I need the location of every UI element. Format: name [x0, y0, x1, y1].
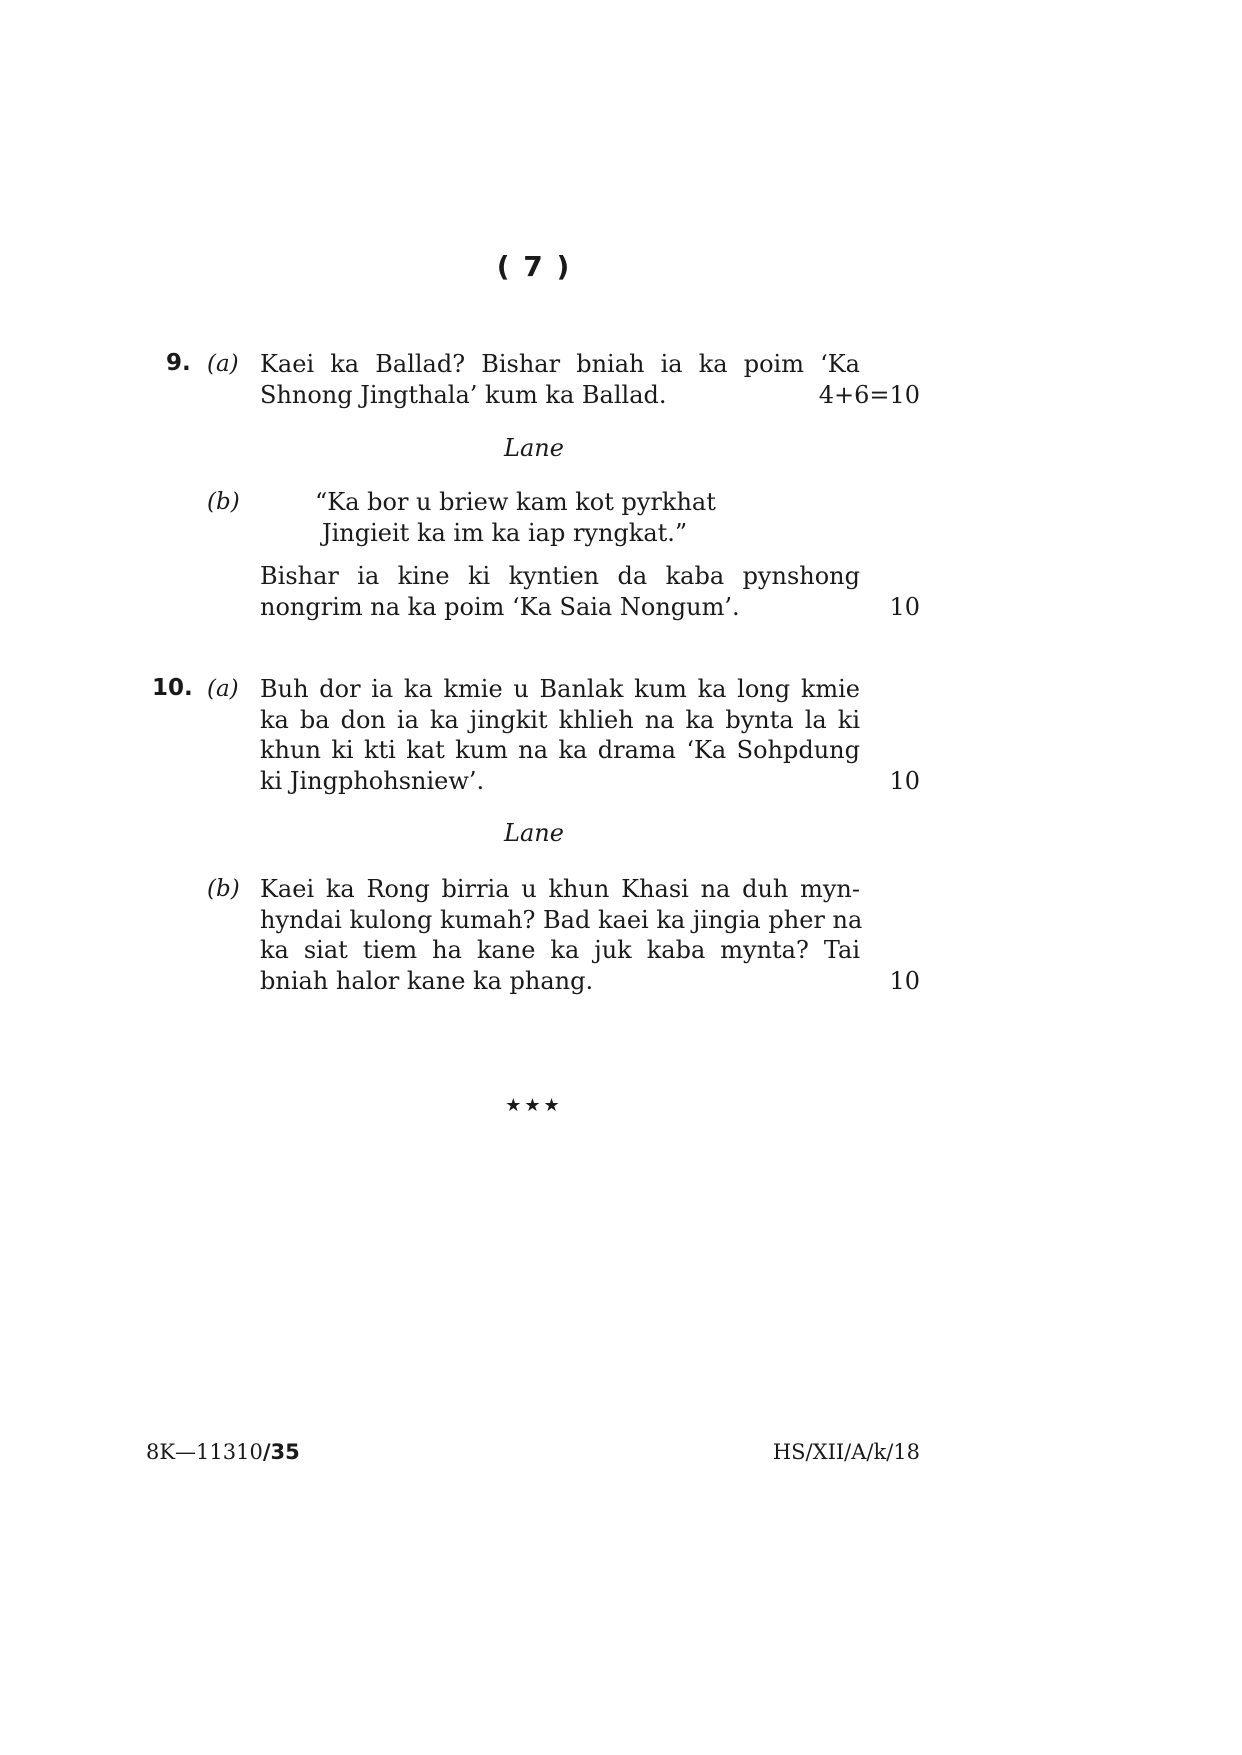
or-divider-q10: Lane [504, 819, 564, 847]
question-10a-marks: 10 [889, 767, 920, 795]
question-10-number: 10. [152, 675, 193, 701]
question-9b-quote-line-2: Jingieit ka im ka iap ryngkat.” [322, 519, 688, 547]
question-9b-label: (b) [207, 489, 240, 515]
question-9a-line-1: Kaei ka Ballad? Bishar bniah ia ka poim ‘Ka [260, 350, 860, 378]
or-divider-q9: Lane [504, 434, 564, 462]
question-9a-marks: 4+6=10 [818, 381, 920, 409]
question-10a-line-3: khun ki kti kat kum na ka drama ‘Ka Sohpdung [260, 736, 860, 764]
question-10b-label: (b) [207, 876, 240, 902]
question-9-number: 9. [166, 350, 191, 376]
question-10a-line-1: Buh dor ia ka kmie u Banlak kum ka long kmie [260, 675, 860, 703]
footer-left-number: 8K—11310 [146, 1440, 263, 1464]
question-9b-line-2: nongrim na ka poim ‘Ka Saia Nongum’. [260, 593, 740, 621]
question-9a-line-2: Shnong Jingthala’ kum ka Ballad. [260, 381, 667, 409]
end-marker: ★★★ [505, 1095, 563, 1116]
question-10b-line-1: Kaei ka Rong birria u khun Khasi na duh myn- [260, 875, 860, 903]
footer-left-code [146, 1440, 300, 1464]
question-9a-label: (a) [207, 351, 239, 377]
question-10b-marks: 10 [889, 967, 920, 995]
footer-left-suffix: /35 [262, 1440, 300, 1464]
question-10b-line-2: hyndai kulong kumah? Bad kaei ka jingia pher na [260, 906, 863, 934]
page-number: ( 7 ) [496, 250, 572, 283]
question-10a-label: (a) [207, 676, 239, 702]
question-9b-marks: 10 [889, 593, 920, 621]
question-9b-quote-line-1: “Ka bor u briew kam kot pyrkhat [315, 488, 716, 516]
footer-right-code: HS/XII/A/k/18 [772, 1440, 920, 1464]
question-10a-line-2: ka ba don ia ka jingkit khlieh na ka bynta la ki [260, 706, 860, 734]
question-10a-line-4: ki Jingphohsniew’. [260, 767, 485, 795]
question-9b-line-1: Bishar ia kine ki kyntien da kaba pynshong [260, 562, 860, 590]
question-10b-line-4: bniah halor kane ka phang. [260, 967, 594, 995]
question-10b-line-3: ka siat tiem ha kane ka juk kaba mynta? Tai [260, 936, 860, 964]
